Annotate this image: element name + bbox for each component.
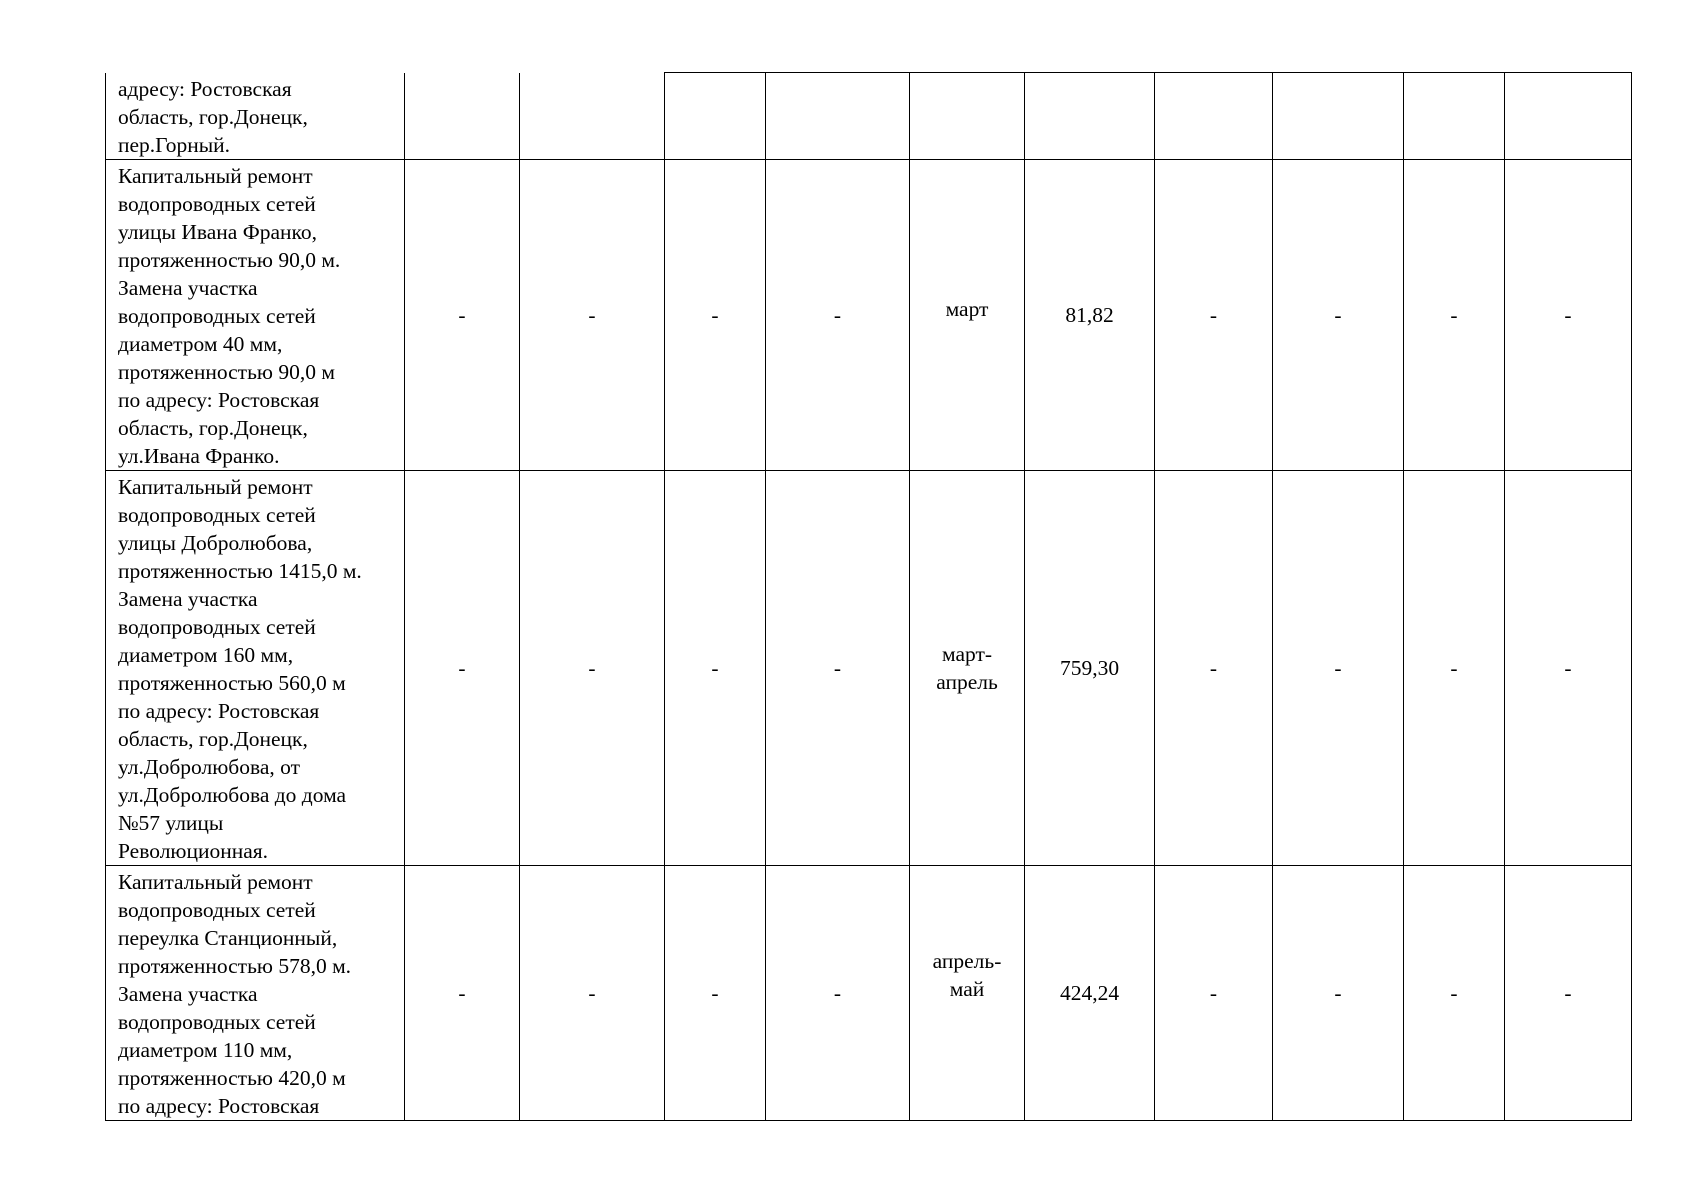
table-cell: - xyxy=(1155,470,1273,865)
table-cell xyxy=(1404,73,1505,160)
work-description-cell: Капитальный ремонт водопроводных сетей улицы Ивана Франко, протяженностью 90,0 м. Замена участка водопроводных сетей диаметром 40 мм, протяженностью 90,0 м по адресу: Ростовская область, гор.Донецк, ул.Ивана Франко. xyxy=(106,159,405,470)
table-cell: - xyxy=(1404,865,1505,1120)
table-cell: - xyxy=(405,865,520,1120)
table-cell: - xyxy=(766,470,910,865)
works-table xyxy=(105,72,1632,1121)
work-description-cell: Капитальный ремонт водопроводных сетей переулка Станционный, протяженностью 578,0 м. Замена участка водопроводных сетей диаметром 110 мм, протяженностью 420,0 м по адресу: Ростовская xyxy=(106,865,405,1120)
table-cell: - xyxy=(1505,865,1632,1120)
table-cell: - xyxy=(766,159,910,470)
work-description-cell: Капитальный ремонт водопроводных сетей улицы Добролюбова, протяженностью 1415,0 м. Замена участка водопроводных сетей диаметром 160 мм, протяженностью 560,0 м по адресу: Ростовская область, гор.Донецк, ул.Добролюбова, от ул.Добролюбова до дома №57 улицы Революционная. xyxy=(106,470,405,865)
table-cell: - xyxy=(1155,159,1273,470)
period-cell xyxy=(910,470,1025,865)
table-row xyxy=(106,73,1632,160)
table-cell: - xyxy=(520,159,665,470)
table-cell: - xyxy=(405,470,520,865)
table-cell xyxy=(665,73,766,160)
table-cell: - xyxy=(766,865,910,1120)
table-cell: - xyxy=(665,470,766,865)
table-cell xyxy=(1505,73,1632,160)
table-cell: - xyxy=(1505,159,1632,470)
table-cell: - xyxy=(1273,470,1404,865)
table-cell: - xyxy=(1155,865,1273,1120)
table-cell: - xyxy=(665,159,766,470)
period-cell xyxy=(910,159,1025,470)
table-cell: - xyxy=(665,865,766,1120)
table-cell: - xyxy=(1273,159,1404,470)
table-cell: - xyxy=(1505,470,1632,865)
table-cell xyxy=(1025,73,1155,160)
table-cell xyxy=(910,73,1025,160)
amount-cell: 81,82 xyxy=(1025,159,1155,470)
work-description-cell: адресу: Ростовская область, гор.Донецк, пер.Горный. xyxy=(106,73,405,160)
amount-cell: 759,30 xyxy=(1025,470,1155,865)
table-row xyxy=(106,159,1632,470)
amount-cell: 424,24 xyxy=(1025,865,1155,1120)
table-row xyxy=(106,470,1632,865)
table-cell: - xyxy=(520,470,665,865)
table-cell xyxy=(766,73,910,160)
table-cell xyxy=(405,73,520,160)
period-cell xyxy=(910,865,1025,1120)
table-cell xyxy=(520,73,665,160)
table-cell: - xyxy=(520,865,665,1120)
table-cell xyxy=(1273,73,1404,160)
table-cell: - xyxy=(405,159,520,470)
table-cell: - xyxy=(1404,159,1505,470)
period-text: апрель- май xyxy=(932,948,1002,1001)
table-cell: - xyxy=(1273,865,1404,1120)
table-cell xyxy=(1155,73,1273,160)
period-text: март- апрель xyxy=(936,641,998,694)
table-row xyxy=(106,865,1632,1120)
table-cell: - xyxy=(1404,470,1505,865)
period-text: март xyxy=(945,296,989,321)
